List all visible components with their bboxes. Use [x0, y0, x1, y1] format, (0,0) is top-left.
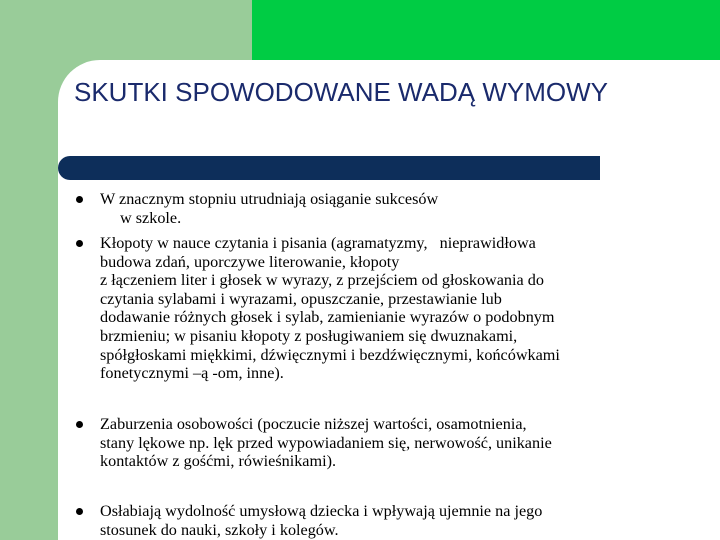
bullet-line: W znacznym stopniu utrudniają osiąganie sukcesów [100, 190, 439, 208]
bullet-line: Kłopoty w nauce czytania i pisania (agramatyzmy, nieprawidłowa [100, 234, 536, 252]
bullet-item-school-success [100, 190, 670, 227]
bullet-dot-icon [76, 508, 83, 515]
bullet-line: z łączeniem liter i głosek w wyrazy, z przejściem od głoskowania do [100, 271, 544, 290]
slide-title: SKUTKI SPOWODOWANE WADĄ WYMOWY [74, 77, 608, 107]
bullet-line: Osłabiają wydolność umysłową dziecka i wpływają ujemnie na jego [100, 502, 543, 520]
bullet-line: stosunek do nauki, szkoły i kolegów. [100, 520, 339, 539]
bullet-dot-icon [76, 421, 83, 428]
bullet-line: Zaburzenia osobowości (poczucie niższej wartości, osamotnienia, [100, 415, 527, 433]
bullet-line: stany lękowe np. lęk przed wypowiadaniem się, nerwowość, unikanie [100, 433, 552, 452]
bullet-line: czytania sylabami i wyrazami, opuszczanie, przestawianie lub [100, 289, 502, 308]
bullet-line: dodawanie różnych głosek i sylab, zamienianie wyrazów o podobnym [100, 308, 555, 327]
bullet-dot-icon [76, 196, 83, 203]
bullet-line: budowa zdań, uporczywe literowanie, kłopoty [100, 252, 400, 271]
bullet-line: brzmieniu; w pisaniu kłopoty z posługiwaniem się dwuznakami, [100, 326, 518, 345]
bullet-item-reading-writing [100, 234, 670, 383]
bullet-line: spółgłoskami miękkimi, dźwięcznymi i bezdźwięcznymi, końcówkami [100, 345, 560, 364]
bullet-dot-icon [76, 240, 83, 247]
bullet-line: kontaktów z gośćmi, rówieśnikami). [100, 452, 337, 471]
bullet-line: w szkole. [120, 208, 182, 227]
bullet-item-personality [100, 415, 670, 471]
bullet-item-mental-capacity [100, 502, 670, 539]
bullet-line: fonetycznymi –ą -om, inne). [100, 364, 284, 383]
